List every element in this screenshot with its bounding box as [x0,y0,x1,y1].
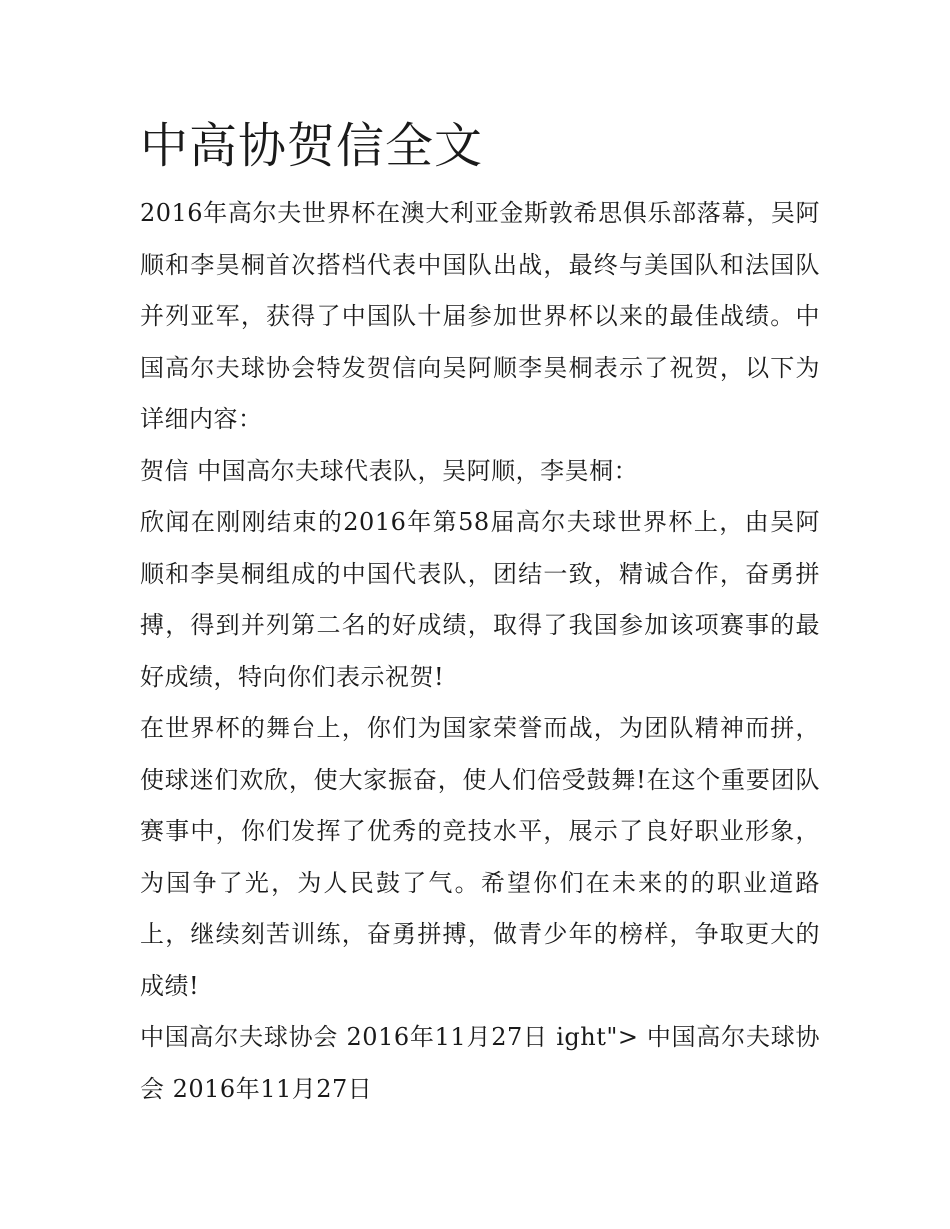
letter-paragraph-encouragement: 在世界杯的舞台上，你们为国家荣誉而战，为团队精神而拼，使球迷们欢欣，使大家振奋，使人们倍受鼓舞!在这个重要团队赛事中，你们发挥了优秀的竞技水平，展示了良好职业形象，为国争了光，为人民鼓了气。希望你们在未来的的职业道路上，继续刻苦训练，奋勇拼搏，做青少年的榜样，争取更大的成绩! [140,714,820,1000]
document-page [140,108,820,1115]
letter-salutation: 贺信 中国高尔夫球代表队，吴阿顺，李昊桐： [140,456,639,485]
intro-paragraph: 2016年高尔夫世界杯在澳大利亚金斯敦希思俱乐部落幕，吴阿顺和李昊桐首次搭档代表中国队出战，最终与美国队和法国队并列亚军，获得了中国队十届参加世界杯以来的最佳战绩。中国高尔夫球协会特发贺信向吴阿顺李昊桐表示了祝贺，以下为详细内容： [140,199,820,433]
document-body [140,188,820,1115]
letter-paragraph-congratulations: 欣闻在刚刚结束的2016年第58届高尔夫球世界杯上，由吴阿顺和李昊桐组成的中国代表队，团结一致，精诚合作，奋勇拼搏，得到并列第二名的好成绩，取得了我国参加该项赛事的最好成绩，特向你们表示祝贺! [140,508,820,691]
letter-signature: 中国高尔夫球协会 2016年11月27日 ight"> 中国高尔夫球协会 2016年11月27日 [140,1023,820,1103]
document-title: 中高协贺信全文 [140,118,484,174]
